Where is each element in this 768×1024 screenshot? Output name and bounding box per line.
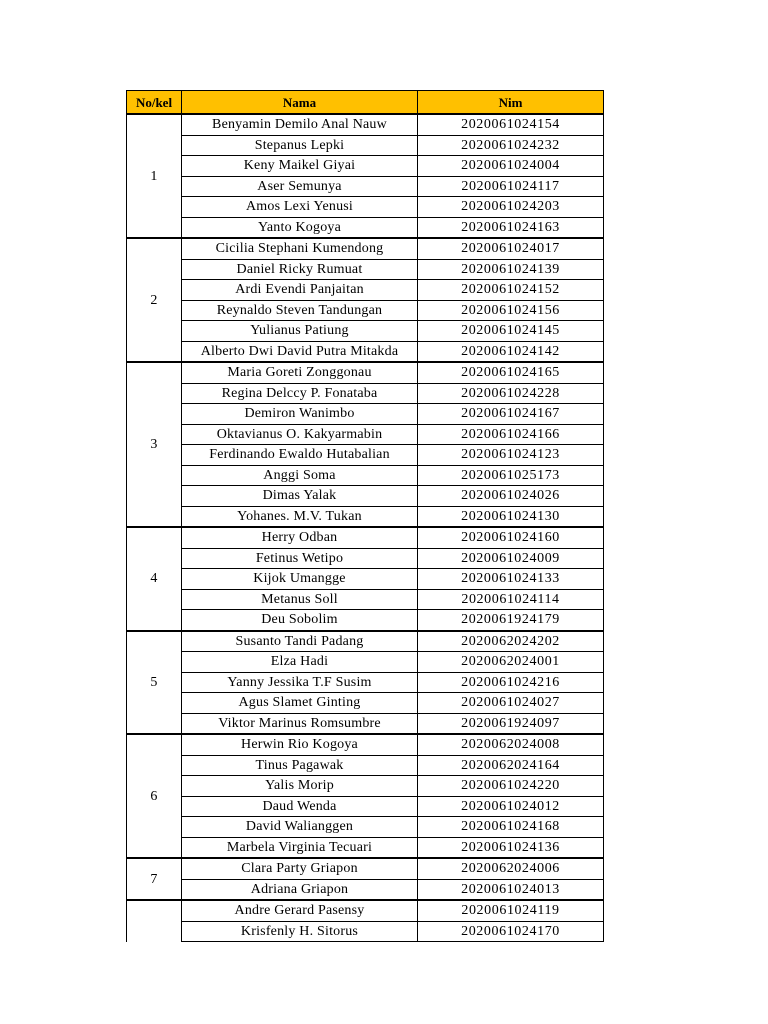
member-nim-cell: 2020061024004 (418, 156, 604, 177)
table-row (127, 610, 604, 631)
member-name-cell: Alberto Dwi David Putra Mitakda (182, 341, 418, 362)
table-row (127, 921, 604, 942)
table-row (127, 776, 604, 797)
member-nim-cell: 2020061024154 (418, 114, 604, 135)
member-name-cell: Tinus Pagawak (182, 755, 418, 776)
member-nim-cell: 2020062024202 (418, 631, 604, 652)
member-name-cell: Deu Sobolim (182, 610, 418, 631)
member-nim-cell: 2020061024163 (418, 217, 604, 238)
member-name-cell: Adriana Griapon (182, 879, 418, 900)
member-nim-cell: 2020061024228 (418, 383, 604, 404)
header-name: Nama (182, 91, 418, 115)
member-name-cell: Andre Gerard Pasensy (182, 900, 418, 921)
table-row (127, 362, 604, 383)
group-number-cell: 6 (127, 734, 182, 858)
group-number-cell: 5 (127, 631, 182, 735)
member-nim-cell: 2020061924097 (418, 713, 604, 734)
member-name-cell: Daud Wenda (182, 796, 418, 817)
member-name-cell: Yanny Jessika T.F Susim (182, 672, 418, 693)
member-name-cell: Demiron Wanimbo (182, 404, 418, 425)
member-name-cell: Marbela Virginia Tecuari (182, 837, 418, 858)
table-row (127, 259, 604, 280)
member-name-cell: Fetinus Wetipo (182, 548, 418, 569)
table-row (127, 858, 604, 879)
member-nim-cell: 2020061024117 (418, 176, 604, 197)
member-name-cell: Anggi Soma (182, 465, 418, 486)
member-nim-cell: 2020061024216 (418, 672, 604, 693)
table-row (127, 176, 604, 197)
group-number-cell (127, 900, 182, 942)
table-row (127, 300, 604, 321)
table-row (127, 693, 604, 714)
member-name-cell: Aser Semunya (182, 176, 418, 197)
table-row (127, 217, 604, 238)
member-name-cell: Regina Delccy P. Fonataba (182, 383, 418, 404)
member-nim-cell: 2020061024170 (418, 921, 604, 942)
member-nim-cell: 2020061024168 (418, 817, 604, 838)
member-nim-cell: 2020061024136 (418, 837, 604, 858)
member-name-cell: Amos Lexi Yenusi (182, 197, 418, 218)
member-nim-cell: 2020061024009 (418, 548, 604, 569)
member-nim-cell: 2020061024203 (418, 197, 604, 218)
member-name-cell: Stepanus Lepki (182, 135, 418, 156)
table-row (127, 900, 604, 921)
table-row (127, 652, 604, 673)
table-row (127, 486, 604, 507)
member-nim-cell: 2020061024114 (418, 589, 604, 610)
member-name-cell: Metanus Soll (182, 589, 418, 610)
member-name-cell: Keny Maikel Giyai (182, 156, 418, 177)
member-name-cell: David Walianggen (182, 817, 418, 838)
member-name-cell: Kijok Umangge (182, 569, 418, 590)
member-nim-cell: 2020061024123 (418, 445, 604, 466)
member-name-cell: Daniel Ricky Rumuat (182, 259, 418, 280)
member-nim-cell: 2020061025173 (418, 465, 604, 486)
member-nim-cell: 2020061024145 (418, 321, 604, 342)
member-nim-cell: 2020061024160 (418, 527, 604, 548)
member-name-cell: Herwin Rio Kogoya (182, 734, 418, 755)
member-nim-cell: 2020061024012 (418, 796, 604, 817)
member-nim-cell: 2020061024017 (418, 238, 604, 259)
group-number-cell: 1 (127, 114, 182, 238)
member-nim-cell: 2020061024027 (418, 693, 604, 714)
header-row (127, 91, 604, 115)
header-group: No/kel (127, 91, 182, 115)
table-row (127, 156, 604, 177)
table-row (127, 424, 604, 445)
member-name-cell: Yanto Kogoya (182, 217, 418, 238)
member-nim-cell: 2020061024119 (418, 900, 604, 921)
table-row (127, 548, 604, 569)
table-row (127, 238, 604, 259)
member-nim-cell: 2020062024006 (418, 858, 604, 879)
member-nim-cell: 2020061024133 (418, 569, 604, 590)
member-nim-cell: 2020062024164 (418, 755, 604, 776)
member-nim-cell: 2020061924179 (418, 610, 604, 631)
member-name-cell: Yulianus Patiung (182, 321, 418, 342)
table-row (127, 631, 604, 652)
member-nim-cell: 2020062024008 (418, 734, 604, 755)
group-number-cell: 2 (127, 238, 182, 362)
table-row (127, 465, 604, 486)
member-nim-cell: 2020061024232 (418, 135, 604, 156)
table-row (127, 817, 604, 838)
member-name-cell: Yalis Morip (182, 776, 418, 797)
table-row (127, 197, 604, 218)
table-row (127, 796, 604, 817)
table-row (127, 445, 604, 466)
table-row (127, 672, 604, 693)
table-row (127, 280, 604, 301)
member-name-cell: Agus Slamet Ginting (182, 693, 418, 714)
member-name-cell: Oktavianus O. Kakyarmabin (182, 424, 418, 445)
table-row (127, 527, 604, 548)
table-header (127, 91, 604, 115)
table-row (127, 114, 604, 135)
member-name-cell: Elza Hadi (182, 652, 418, 673)
member-nim-cell: 2020061024130 (418, 506, 604, 527)
table-row (127, 713, 604, 734)
member-name-cell: Yohanes. M.V. Tukan (182, 506, 418, 527)
header-nim: Nim (418, 91, 604, 115)
table-row (127, 837, 604, 858)
group-roster-table (126, 90, 604, 942)
member-nim-cell: 2020061024156 (418, 300, 604, 321)
table-row (127, 321, 604, 342)
member-name-cell: Susanto Tandi Padang (182, 631, 418, 652)
member-nim-cell: 2020061024013 (418, 879, 604, 900)
table-row (127, 569, 604, 590)
member-nim-cell: 2020061024026 (418, 486, 604, 507)
group-number-cell: 4 (127, 527, 182, 631)
member-name-cell: Krisfenly H. Sitorus (182, 921, 418, 942)
table-row (127, 383, 604, 404)
member-nim-cell: 2020062024001 (418, 652, 604, 673)
group-number-cell: 3 (127, 362, 182, 527)
table-row (127, 755, 604, 776)
member-nim-cell: 2020061024152 (418, 280, 604, 301)
table-row (127, 734, 604, 755)
member-nim-cell: 2020061024220 (418, 776, 604, 797)
member-name-cell: Dimas Yalak (182, 486, 418, 507)
table-row (127, 506, 604, 527)
table-body (127, 114, 604, 942)
table-row (127, 404, 604, 425)
table-row (127, 341, 604, 362)
member-nim-cell: 2020061024139 (418, 259, 604, 280)
member-nim-cell: 2020061024166 (418, 424, 604, 445)
member-name-cell: Herry Odban (182, 527, 418, 548)
member-name-cell: Maria Goreti Zonggonau (182, 362, 418, 383)
member-nim-cell: 2020061024142 (418, 341, 604, 362)
table-row (127, 879, 604, 900)
member-nim-cell: 2020061024165 (418, 362, 604, 383)
member-name-cell: Ardi Evendi Panjaitan (182, 280, 418, 301)
table-row (127, 135, 604, 156)
group-number-cell: 7 (127, 858, 182, 900)
member-name-cell: Clara Party Griapon (182, 858, 418, 879)
member-name-cell: Cicilia Stephani Kumendong (182, 238, 418, 259)
member-nim-cell: 2020061024167 (418, 404, 604, 425)
member-name-cell: Benyamin Demilo Anal Nauw (182, 114, 418, 135)
member-name-cell: Viktor Marinus Romsumbre (182, 713, 418, 734)
table-row (127, 589, 604, 610)
member-name-cell: Ferdinando Ewaldo Hutabalian (182, 445, 418, 466)
member-name-cell: Reynaldo Steven Tandungan (182, 300, 418, 321)
